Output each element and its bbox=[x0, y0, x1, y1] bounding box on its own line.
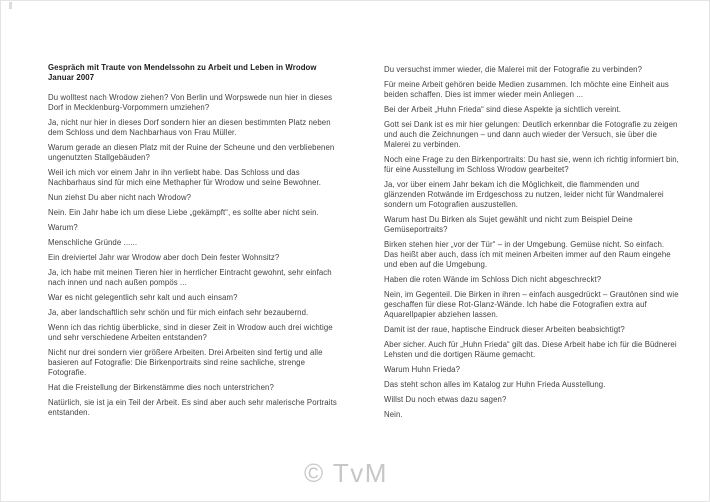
paragraph: Natürlich, sie ist ja ein Teil der Arbeit. Es sind aber auch sehr malerische Portraits entstanden. bbox=[48, 398, 337, 417]
paragraph: Warum gerade an diesen Platz mit der Ruine der Scheune und den verbliebenen ungenutzten Stallgebäuden? bbox=[48, 143, 335, 162]
paragraph: Nein, im Gegenteil. Die Birken in ihren – einfach ausgedrückt – Grautönen sind wie geschaffen für diese Rot-Glanz-Wände. Ich habe die Fotografien extra auf Aquarellpapier abziehen lassen. bbox=[384, 290, 679, 319]
paragraph: Warum hast Du Birken als Sujet gewählt und nicht zum Beispiel Deine Gemüseportraits? bbox=[384, 215, 633, 234]
paragraph: Ja, aber landschaftlich sehr schön und für mich einfach sehr bezaubernd. bbox=[48, 308, 309, 317]
paragraph: Warum? bbox=[48, 223, 78, 232]
paragraph: Nein. bbox=[384, 410, 403, 419]
paragraph: Nein. Ein Jahr habe ich um diese Liebe „gekämpft“, es sollte aber nicht sein. bbox=[48, 208, 319, 217]
paragraph: Ja, ich habe mit meinen Tieren hier in herrlicher Eintracht gewohnt, sehr einfach nach innen und nach außen pompös ... bbox=[48, 268, 332, 287]
paragraph: Weil ich mich vor einem Jahr in ihn verliebt habe. Das Schloss und das Nachbarhaus sind für mich eine Methapher für Wrodow und seine Bewohner. bbox=[48, 168, 322, 187]
right-column bbox=[384, 65, 680, 425]
paragraph: Willst Du noch etwas dazu sagen? bbox=[384, 395, 507, 404]
scan-artifact bbox=[9, 2, 12, 9]
left-paragraphs bbox=[48, 93, 344, 418]
left-column bbox=[48, 63, 344, 423]
paragraph: Du wolltest nach Wrodow ziehen? Von Berlin und Worpswede nun hier in dieses Dorf in Mecklenburg-Vorpommern umziehen? bbox=[48, 93, 333, 112]
paragraph: Birken stehen hier „vor der Tür“ – in der Umgebung. Gemüse nicht. So einfach. Das heißt aber auch, dass ich mit meinen Arbeiten immer auf den Raum eingehe und eben auf die Umgebung. bbox=[384, 240, 671, 269]
paragraph: Haben die roten Wände im Schloss Dich nicht abgeschreckt? bbox=[384, 275, 602, 284]
paragraph: Ja, nicht nur hier in dieses Dorf sondern hier an diesen bestimmten Platz neben dem Schloss und dem Nachbarhaus von Frau Müller. bbox=[48, 118, 331, 137]
paragraph: War es nicht gelegentlich sehr kalt und auch einsam? bbox=[48, 293, 238, 302]
paragraph: Du versuchst immer wieder, die Malerei mit der Fotografie zu verbinden? bbox=[384, 65, 643, 74]
paragraph: Aber sicher. Auch für „Huhn Frieda“ gilt das. Diese Arbeit habe ich für die Büdnerei Lehsten und die dortigen Räume gemacht. bbox=[384, 340, 677, 359]
paragraph: Das steht schon alles im Katalog zur Huhn Frieda Ausstellung. bbox=[384, 380, 606, 389]
paragraph: Ja, vor über einem Jahr bekam ich die Möglichkeit, die flammenden und glänzenden Rotwände im Erdgeschoss zu nutzen, leider nicht für Wandmalerei sondern um Fotografien auszustellen. bbox=[384, 180, 664, 209]
paragraph: Nicht nur drei sondern vier größere Arbeiten. Drei Arbeiten sind fertig und alle basieren auf Fotografie: Die Birkenportraits sind reine sachliche, strenge Fotografie. bbox=[48, 348, 323, 377]
document-title bbox=[48, 63, 344, 83]
paragraph: Menschliche Gründe ...... bbox=[48, 238, 138, 247]
paragraph: Nun ziehst Du aber nicht nach Wrodow? bbox=[48, 193, 192, 202]
title-line-1: Gespräch mit Traute von Mendelssohn zu Arbeit und Leben in Wrodow bbox=[48, 63, 317, 72]
watermark: © TvM bbox=[304, 458, 388, 488]
paragraph: Ein dreiviertel Jahr war Wrodow aber doch Dein fester Wohnsitz? bbox=[48, 253, 280, 262]
title-line-2: Januar 2007 bbox=[48, 73, 95, 82]
paragraph: Gott sei Dank ist es mir hier gelungen: Deutlich erkennbar die Fotografie zu zeigen und auch die Zeichnungen – und dann auch wieder der Versuch, sie über die Malerei zu verbinden. bbox=[384, 120, 678, 149]
paragraph: Warum Huhn Frieda? bbox=[384, 365, 461, 374]
paragraph: Bei der Arbeit „Huhn Frieda“ sind diese Aspekte ja sichtlich vereint. bbox=[384, 105, 622, 114]
paragraph: Noch eine Frage zu den Birkenportraits: Du hast sie, wenn ich richtig informiert bin, für eine Ausstellung im Schloss Wrodow gearbeitet? bbox=[384, 155, 679, 174]
paragraph: Für meine Arbeit gehören beide Medien zusammen. Ich möchte eine Einheit aus beiden schaffen. Dies ist immer wieder mein Anliegen ... bbox=[384, 80, 669, 99]
paragraph: Damit ist der raue, haptische Eindruck dieser Arbeiten beabsichtigt? bbox=[384, 325, 625, 334]
paragraph: Wenn ich das richtig überblicke, sind in dieser Zeit in Wrodow auch drei wichtige und sehr verschiedene Arbeiten entstanden? bbox=[48, 323, 333, 342]
paragraph: Hat die Freistellung der Birkenstämme dies noch unterstrichen? bbox=[48, 383, 274, 392]
